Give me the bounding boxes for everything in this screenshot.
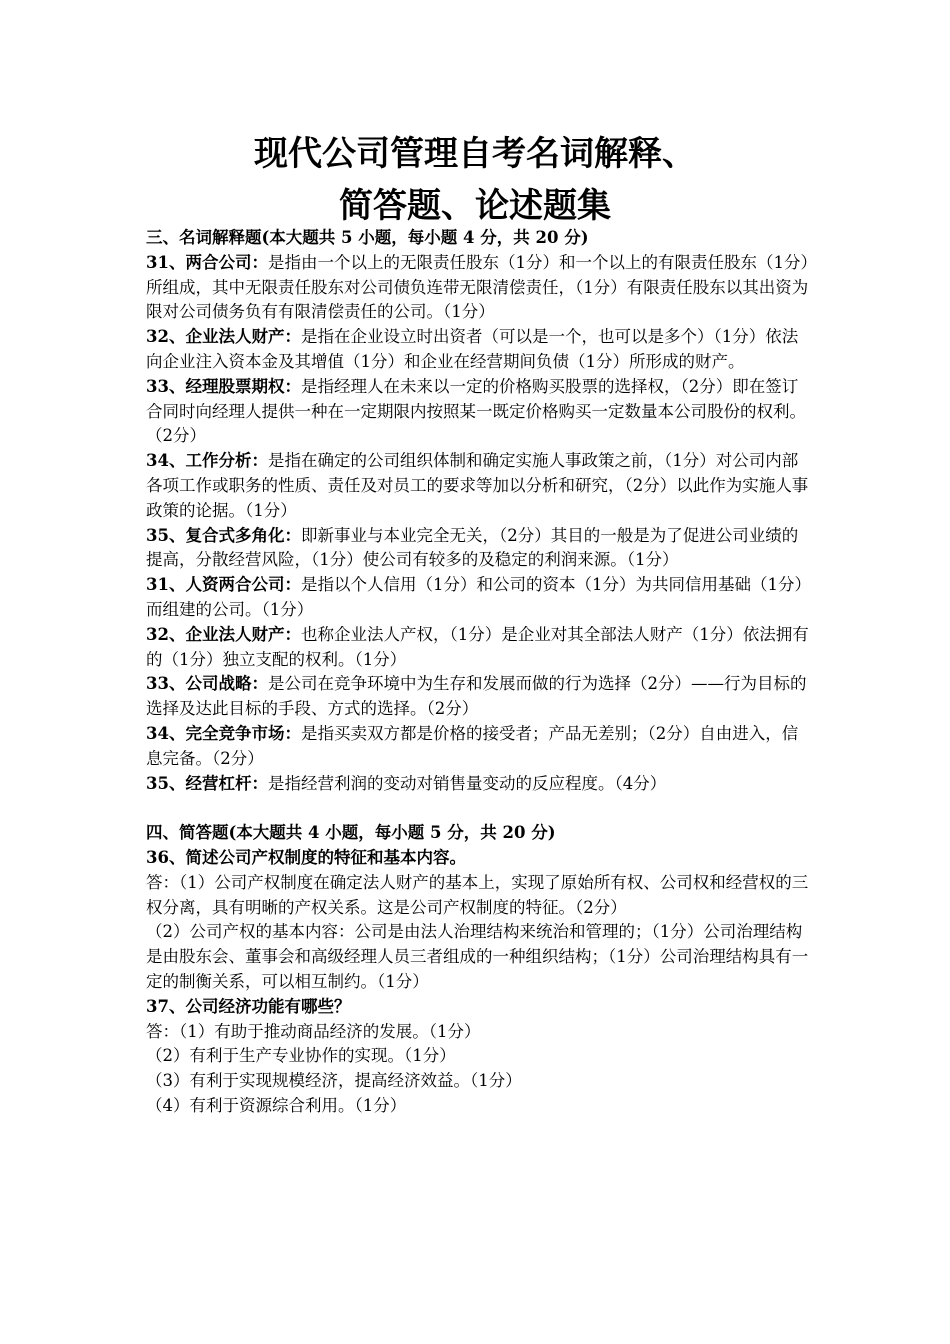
- term-definition: 是指经营利润的变动对销售量变动的反应程度。（4分）: [267, 773, 667, 793]
- term-definition: 是公司在竞争环境中为生存和发展而做的行为选择（2分）——行为目标的选择及达此目标的手段、方式的选择。（2分）: [146, 674, 807, 719]
- term-definition: 是指在确定的公司组织体制和确定实施人事政策之前，（1分）对公司内部各项工作或职务的性质、责任及对员工的要求等加以分析和研究，（2分）以此作为实施人事政策的论据。（1分）: [146, 451, 809, 520]
- term-label: 32、企业法人财产：: [146, 624, 301, 644]
- term-item: [146, 325, 810, 375]
- term-label: 33、公司战略：: [146, 674, 268, 694]
- term-label: 35、复合式多角化：: [146, 525, 301, 545]
- term-item: [146, 449, 810, 523]
- page-title-line-2: 简答题、论述题集: [339, 186, 611, 226]
- term-label: 31、人资两合公司：: [146, 575, 301, 595]
- term-item: [146, 623, 810, 673]
- term-item: [146, 772, 810, 797]
- term-item: [146, 524, 810, 574]
- term-label: 34、工作分析：: [146, 451, 268, 471]
- answer-36-part-2: （2）公司产权的基本内容：公司是由法人治理结构来统治和管理的；（1分）公司治理结构是由股东会、董事会和高级经理人员三者组成的一种组织结构；（1分）公司治理结构具有一定的制衡关系，可以相互制约。（1分）: [146, 922, 809, 991]
- answer-37-line: （4）有利于资源综合利用。（1分）: [146, 1095, 407, 1115]
- answer-37-line: （3）有利于实现规模经济，提高经济效益。（1分）: [146, 1071, 522, 1091]
- term-label: 34、完全竞争市场：: [146, 723, 301, 743]
- term-label: 31、两合公司：: [146, 252, 268, 272]
- term-item: [146, 375, 810, 449]
- term-definition: 是指在企业设立时出资者（可以是一个，也可以是多个）（1分）依法向企业注入资本金及其增值（1分）和企业在经营期间负债（1分）所形成的财产。: [146, 327, 799, 371]
- term-label: 33、经理股票期权：: [146, 376, 301, 396]
- term-label: 35、经营杠杆：: [146, 773, 268, 793]
- page-title-line-1: 现代公司管理自考名词解释、: [254, 134, 696, 174]
- term-label: 32、企业法人财产：: [146, 327, 301, 347]
- term-definition: 是指以个人信用（1分）和公司的资本（1分）为共同信用基础（1分）而组建的公司。（1分）: [146, 575, 803, 619]
- answer-36-part-1: 答：（1）公司产权制度在确定法人财产的基本上，实现了原始所有权、公司权和经营权的三权分离，具有明晰的产权关系。这是公司产权制度的特征。（2分）: [146, 872, 809, 917]
- term-definition: 也称企业法人产权，（1分）是企业对其全部法人财产（1分）依法拥有的（1分）独立支配的权利。（1分）: [146, 624, 809, 669]
- section-spacer: [146, 796, 810, 821]
- question-36: 36、简述公司产权制度的特征和基本内容。: [146, 847, 466, 867]
- answer-37-line: 答：（1）有助于推动商品经济的发展。（1分）: [146, 1021, 481, 1041]
- section-4-heading: 四、简答题(本大题共 4 小题，每小题 5 分，共 20 分): [146, 823, 556, 843]
- term-definition: 是指买卖双方都是价格的接受者；产品无差别；（2分）自由进入，信息完备。（2分）: [146, 723, 799, 768]
- term-item: [146, 672, 810, 722]
- term-item: [146, 251, 810, 325]
- term-definition: 是指由一个以上的无限责任股东（1分）和一个以上的有限责任股东（1分）所组成，其中无限责任股东对公司债负连带无限清偿责任，（1分）有限责任股东以其出资为限对公司债务负有有限清偿责任的公司。（1分）: [146, 252, 809, 322]
- document-body: [146, 226, 810, 1119]
- section-3-heading: 三、名词解释题(本大题共 5 小题，每小题 4 分，共 20 分): [146, 228, 589, 247]
- term-item: [146, 573, 810, 623]
- term-definition: 即新事业与本业完全无关，（2分）其目的一般是为了促进公司业绩的提高，分散经营风险，（1分）使公司有较多的及稳定的利润来源。（1分）: [146, 525, 799, 570]
- term-item: [146, 722, 810, 772]
- question-37: 37、公司经济功能有哪些？: [146, 996, 351, 1016]
- answer-37-line: （2）有利于生产专业协作的实现。（1分）: [146, 1046, 456, 1066]
- term-definition: 是指经理人在未来以一定的价格购买股票的选择权，（2分）即在签订合同时向经理人提供一种在一定期限内按照某一既定价格购买一定数量本公司股份的权利。（2分）: [146, 376, 806, 446]
